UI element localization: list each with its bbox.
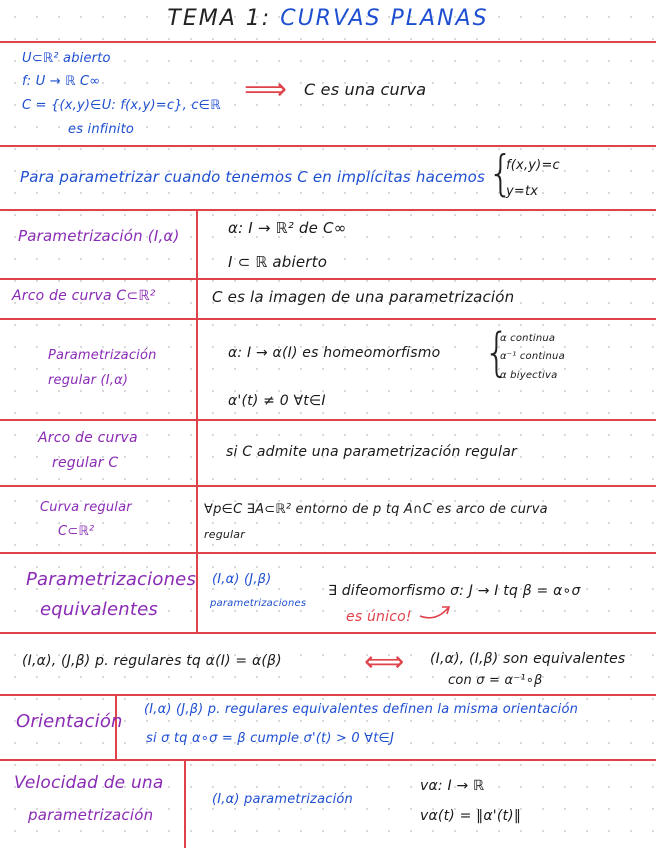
rule [0, 41, 656, 43]
s5-case1: α continua [500, 333, 556, 344]
rule [0, 318, 656, 320]
s9-line1: (I,α), (J,β) p. regulares tq α(I) = α(β) [22, 653, 282, 669]
s10-label: Orientación [16, 711, 123, 732]
s1-line1: U⊂ℝ² abierto [22, 51, 111, 66]
s9-right1: (I,α), (I,β) son equivalentes [430, 651, 626, 667]
rule [0, 552, 656, 554]
s7-line1: ∀p∈C ∃A⊂ℝ² entorno de p tq A∩C es arco de curva [204, 502, 548, 517]
s11-label-line1: Velocidad de una [14, 773, 164, 793]
s8-label-line2: equivalentes [40, 599, 158, 620]
s1-line4: es infinito [68, 122, 135, 137]
s8-note: es único! [346, 609, 412, 625]
s4-label: Arco de curva C⊂ℝ² [12, 288, 156, 304]
s1-line2: f: U → ℝ C∞ [22, 74, 101, 89]
s3-line2: I ⊂ ℝ abierto [228, 253, 328, 271]
s11-label-line2: parametrización [28, 806, 154, 824]
title-prefix: TEMA 1: [167, 6, 272, 31]
implies-arrow: ⟹ [244, 72, 288, 107]
page-title [0, 6, 656, 31]
s2-text: Para parametrizar cuando tenemos C en implícitas hacemos [20, 168, 486, 186]
s10-line1: (I,α) (J,β) p. regulares equivalentes definen la misma orientación [144, 702, 579, 717]
s4-text: C es la imagen de una parametrización [212, 288, 515, 306]
rule [0, 485, 656, 487]
s8-pair: (I,α) (J,β) [212, 572, 272, 587]
s9-right2: con σ = α⁻¹∘β [448, 673, 543, 688]
rule [0, 209, 656, 211]
note-arrow [418, 602, 454, 622]
rule [0, 278, 656, 280]
s5-case2: α⁻¹ continua [500, 351, 565, 362]
s7-label-line1: Curva regular [40, 500, 132, 515]
title-main: CURVAS PLANAS [280, 6, 489, 31]
s11-right1: vα: I → ℝ [420, 778, 485, 794]
s11-right2: vα(t) = ‖α'(t)‖ [420, 808, 522, 824]
iff-arrow: ⟺ [364, 645, 405, 678]
s5-case3: α biyectiva [500, 370, 558, 381]
s5-line2: α'(t) ≠ 0 ∀t∈I [228, 393, 326, 409]
s3-line1: α: I → ℝ² de C∞ [228, 219, 347, 237]
s3-label: Parametrización (I,α) [18, 227, 180, 245]
brace: { [484, 323, 510, 383]
s8-label-line1: Parametrizaciones [26, 569, 197, 590]
s6-label-line1: Arco de curva [38, 430, 138, 446]
s8-sub: parametrizaciones [210, 598, 307, 609]
s6-text: si C admite una parametrización regular [226, 444, 517, 460]
s1-result: C es una curva [304, 80, 427, 99]
s8-text: ∃ difeomorfismo σ: J → I tq β = α∘σ [328, 583, 581, 599]
rule [0, 632, 656, 634]
s6-label-line2: regular C [52, 455, 119, 471]
rule [0, 759, 656, 761]
s5-line1: α: I → α(I) es homeomorfismo [228, 345, 441, 361]
s2-case2: y=tx [506, 184, 539, 199]
s5-label-line1: Parametrización [48, 348, 157, 363]
column-divider [184, 759, 186, 848]
s7-line2: regular [204, 528, 245, 541]
s7-label-line2: C⊂ℝ² [58, 524, 95, 539]
s5-label-line2: regular (I,α) [48, 373, 129, 388]
rule [0, 145, 656, 147]
s2-case1: f(x,y)=c [506, 158, 560, 173]
rule [0, 419, 656, 421]
rule [0, 694, 656, 696]
brace: { [488, 146, 514, 202]
s11-mid: (I,α) parametrización [212, 792, 353, 807]
column-divider [196, 209, 198, 632]
s10-line2: si σ tq α∘σ = β cumple σ'(t) > 0 ∀t∈J [146, 731, 395, 746]
s1-line3: C = {(x,y)∈U: f(x,y)=c}, c∈ℝ [22, 98, 221, 113]
